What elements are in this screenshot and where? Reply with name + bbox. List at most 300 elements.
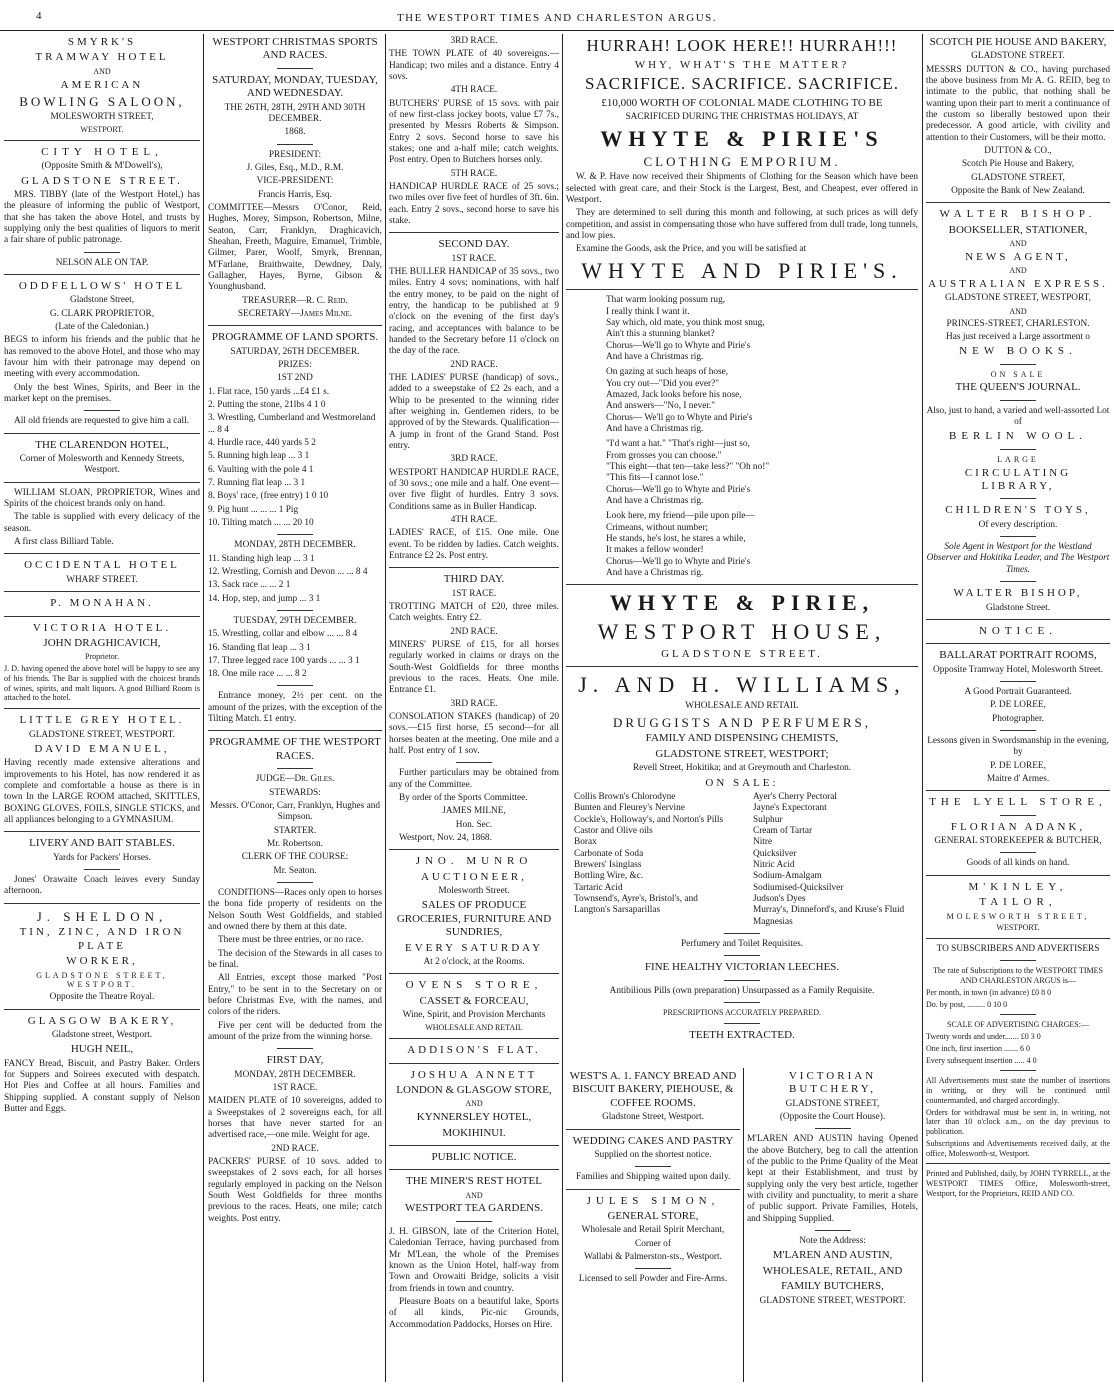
rule [277,610,313,611]
text-line: WORKER, [66,955,138,968]
rule [389,1063,559,1064]
text-line: GLADSTONE STREET. [971,51,1065,62]
rule [277,144,313,145]
rule [724,933,760,934]
text-line: There must be three entries, or no race. [218,935,364,946]
text-line: 1. Flat race, 150 yards ...£4 £1 s. [208,386,330,397]
text-line: Wallabi & Palmerston-sts., Westport. [584,1252,722,1263]
text-line: MOLESWORTH STREET, [50,111,154,122]
text-line: HURRAH! LOOK HERE!! HURRAH!!! [586,36,898,55]
text-line: LADIES' RACE, of £15. One mile. One event. To be ridden by ladies. Catch weights. Entrance £2 2s. Post entry. [389,528,559,561]
text-line: Revell Street, Hokitika; and at Greymouth and Charleston. [632,763,852,774]
text-line: MRS. TIBBY (late of the Westport Hotel,) has the pleasure of informing the public of Westport, that she has taken the above Hotel, and trusts by supplying only the best qualities of liquors to merit a fair share of public patronage. [4,190,200,246]
text-line: GLADSTONE STREET, WESTPORT; [655,747,829,760]
rule [389,973,559,974]
text-line: GLADSTONE STREET, [971,172,1065,183]
rule [1000,400,1036,401]
text-line: MONDAY, 28TH DECEMBER. [234,540,356,551]
text-line: The decision of the Stewards in all cases to be final. [208,948,382,970]
text-line: W. & P. Have now received their Shipments of Clothing for the Season which have been selected with great care, and their Stock is the Largest, Best, and Cheapest, ever offered in Westport. [566,172,918,205]
verse: "I'd want a hat." "That's right—just so, From grosses you can choose." "This eight—that ten—take less?" "Oh no!" "This fits—I cannot lose." Chorus—We'll go to Whyte and Pirie's And have a Christmas rig. [606,439,770,506]
text-line: GLADSTONE STREET, WESTPORT. [759,1295,906,1306]
text-line: MONDAY, 28TH DECEMBER. [234,1069,356,1080]
text-line: SECRETARY—James Milne. [237,308,353,319]
text-line: All Advertisements must state the number of insertions in writing, or they will be continued until countermanded, and charged accordingly. [926,1076,1110,1105]
text-line: Mr. Robertson. [266,838,324,849]
column-4-butchery [747,1068,918,1382]
rule [566,1129,740,1130]
text-line: THE BULLER HANDICAP of 35 sovs., two miles. Entry 4 sovs; nominations, with half the entry money, to be paid on the night of entry, the handicap to be published at 9 o'clock on the evening of the first day's racing, and acceptances with balance to be handed to the Secretary before 11 o'clock on the day of the race. [389,266,559,357]
text-line: WHY, WHAT'S THE MATTER? [634,58,850,71]
text-line: 3. Wrestling, Cumberland and Westmoreland ... 8 4 [208,413,376,435]
text-line: CASSET & FORCEAU, [419,994,529,1007]
text-line: M'LAREN AND AUSTIN having Opened the above Butchery, beg to call the attention of the public to the Prime Quality of the Meat kept at their Establishment, and trust by supplying only the very best article, together with civility and punctuality, to merit a share of public support. Private Families, Hotels, and Shipping Supplied. [747,1134,918,1224]
rule [277,534,313,535]
text-line: 7. Running flat leap ... 3 1 [208,477,306,488]
text-line: VICE-PRESIDENT: [256,176,334,187]
text-line: M'KINLEY, [968,880,1068,893]
text-line: BUTCHERS' PURSE of 15 sovs. with pair of new first-class jockey boots, value £7 7s., presented by Messrs Roberts & Simpson. Entry 2 sovs. Second horse to save his stakes; one and a-half mile; catch weights. Post entry. Open to Butchers horses only. [389,98,559,166]
rule [724,955,760,956]
text-line: Of every description. [978,519,1058,530]
text-line: TIN, ZINC, AND IRON PLATE [19,926,185,952]
text-line: 14. Hop, step, and jump ... 3 1 [208,593,321,604]
text-line: WILLIAM SLOAN, PROPRIETOR, Wines and Spirits of the choicest brands only on hand. [4,487,200,510]
text-line: Lessons given in Swordsmanship in the evening, by [927,735,1109,758]
text-line: FLORIAN ADANK, [950,820,1086,833]
rule [926,790,1110,791]
text-line: Having recently made extensive alterations and improvements to his Hotel, has now rendered it as complete and comfortable a house as there is in town In the LARGE ROOM attached, SKITTLES, BOXING GLOVES, FOILS, SINGLE STICKS, and all appliances belonging to a GYMNASIUM. [4,758,200,825]
text-line: CLERK OF THE COURSE: [241,852,349,863]
text-line: 1ST RACE. [272,1082,318,1093]
text-line: SMYRK'S [67,36,137,48]
rule [1000,449,1036,450]
text-line: FAMILY AND DISPENSING CHEMISTS, [645,732,839,745]
text-line: Five per cent will be deducted from the amount of the prize from the winning horse. [208,1020,382,1042]
rule [208,325,382,326]
text-line: 5. Running high leap ... 3 1 [208,451,310,462]
column-1 [4,34,200,1382]
text-line: LIVERY AND BAIT STABLES. [29,837,175,850]
text-line: COMMITTEE—Messrs O'Conor, Reid, Hughes, Morey, Simpson, Robertson, Milne, Seaton, Carr, Franklyn, Draghicavich, Sheahan, Freeth, Maguire, Emanuel, Trimble, Gilmer, Parer, Woolf, Smyrk, Brennan, M'Farlane, Braithwaite, Dewdney, Daly, Gallagher, Hayes, Byrne, Gibson & Younghusband. [208,202,382,293]
text-line: WHYTE & PIRIE, [609,590,875,616]
text-line: HANDICAP HURDLE RACE of 25 sovs.; two miles over five feet of hurdles of 3ft. 6in. each. Entry 2 sovs., second horse to save his stake. [389,181,559,226]
text-line: Also, just to hand, a varied and well-assorted Lot of [926,405,1110,428]
text-line: Hon. Sec. [455,819,493,830]
text-line: Supplied on the shortest notice. [594,1149,712,1160]
text-line: 16. Standing flat leap ... 3 1 [208,642,311,653]
text-line: GENERAL STORE, [607,1210,699,1223]
text-line: 3RD RACE. [450,36,498,46]
text-line: Further particulars may be obtained from any of the Committee. [389,768,559,790]
column-2 [208,34,382,1382]
text-line: WHOLESALE AND RETAIL [685,701,799,712]
rule [456,762,492,763]
text-line: The rate of Subscriptions to the WESTPORT TIMES AND CHARLESTON ARGUS is— [933,966,1103,986]
text-line: 8. Boys' race, (free entry) 1 0 10 [208,491,329,502]
text-line: Only the best Wines, Spirits, and Beer in the market kept on the premises. [4,382,200,405]
text-line: HUGH NEIL, [70,1043,134,1056]
text-line: Licensed to sell Powder and Fire-Arms. [578,1274,728,1285]
rule [208,730,382,731]
text-line: WESTPORT TEA GARDENS. [405,1202,543,1215]
text-line: ODDFELLOWS' HOTEL [18,280,186,293]
text-line: 3RD RACE. [450,698,498,709]
text-line: 4. Hurdle race, 440 yards 5 2 [208,437,316,448]
rule [389,849,559,850]
text-line: Yards for Packers' Horses. [53,852,151,863]
text-line: M'LAREN AND AUSTIN, [772,1249,893,1262]
text-line: Twenty words and under....... £0 3 0 [926,1032,1041,1042]
text-line: 15. Wrestling, collar and elbow ... ... 8 4 [208,629,358,640]
text-line: All old friends are requested to give him a call. [14,416,190,427]
text-line: TRAMWAY HOTEL [35,51,169,64]
text-line: KYNNERSLEY HOTEL, [416,1111,532,1124]
text-line: Gladstone street, Westport. [51,1029,153,1040]
text-line: CITY HOTEL, [41,145,163,158]
rule [926,1163,1110,1164]
text-line: WESTPORT CHRISTMAS SPORTS AND RACES. [212,36,378,62]
text-line: Subscriptions and Advertisements received daily, at the office, Molesworth-st, Westport. [926,1138,1110,1158]
rule [277,882,313,883]
text-line: All Entries, except those marked "Post Entry," to be sent in to the Secretary on or before Christmas Eve, with the names, and colors of the riders. [208,973,382,1018]
text-line: ON SALE: [705,776,779,789]
text-line: CHILDREN'S TOYS, [945,504,1091,517]
text-line: Printed and Published, daily, by JOHN TYRRELL, at the WESTPORT TIMES Office, Molesworth-street, Westport, for the Proprietors, REID AND CO. [926,1169,1110,1198]
rule [456,1221,492,1222]
text-line: THE 26TH, 28TH, 29TH AND 30TH DECEMBER. [224,102,366,124]
rule [4,433,200,434]
text-line: THE MINER'S REST HOTEL [406,1175,542,1188]
rule [389,567,559,568]
text-line: SACRIFICE. SACRIFICE. SACRIFICE. [585,74,899,94]
rule [389,1145,559,1146]
text-line: 1ST 2ND [277,373,313,384]
text-line: Mr. Seaton. [273,865,317,876]
text-line: DUTTON & CO., [984,146,1052,157]
text-line: LARGE [997,454,1039,464]
on-sale-list-right: Ayer's Cherry Pectoral Jayne's Expectorant Sulphur Cream of Tartar Nitre Quicksilver Nitric Acid Sodium-Amalgam Sodiumised-Quicksilver Judson's Dyes Murray's, Dinneford's, and Kruse's Fluid Magnesias [753,791,905,927]
rule [4,482,200,483]
text-line: Opposite the Bank of New Zealand. [951,186,1085,197]
rule [1000,681,1036,682]
text-line: THIRD DAY. [443,573,505,586]
rule [724,980,760,981]
text-line: Per month, in town (in advance) £0 8 0 [926,987,1052,997]
masthead [0,0,1114,31]
text-line: PROGRAMME OF LAND SPORTS. [211,331,379,344]
text-line: FINE HEALTHY VICTORIAN LEECHES. [644,961,840,974]
text-line: THE LYELL STORE, [929,796,1107,809]
text-line: 2ND RACE. [450,626,498,637]
text-line: A first class Billiard Table. [14,537,114,548]
rule [4,1009,200,1010]
text-line: BALLARAT PORTRAIT ROOMS, [939,649,1097,662]
rule [635,1166,671,1167]
text-line: Every subsequent insertion ..... 4 0 [926,1055,1037,1065]
rule [84,410,120,411]
text-line: PACKERS' PURSE of 10 sovs. added to sweepstakes of 2 sovs each, for all horses regularly employed in packing on the Nelson South West Goldfields for three months previous to the races. Heats, one mile; catch weights. Post entry. [208,1156,382,1224]
rule [4,708,200,709]
text-line: WALTER BISHOP. [939,208,1097,221]
rule [926,875,1110,876]
text-line: JOHN DRAGHICAVICH, [43,636,161,649]
text-line: ON SALE [990,369,1046,379]
rule [724,1023,760,1024]
text-line: WESTPORT HOUSE, [597,619,887,645]
text-line: PRINCES-STREET, CHARLESTON. [946,318,1090,329]
rule [389,1169,559,1170]
column-3 [389,34,559,1382]
text-line: NOTICE. [978,624,1058,637]
text-line: 2ND RACE. [450,359,498,370]
text-line: WEDDING CAKES AND PASTRY [572,1134,734,1147]
rule [926,202,1110,203]
text-line: WEST'S A. 1. FANCY BREAD AND BISCUIT BAKERY, PIEHOUSE, & COFFEE ROOMS. [569,1070,737,1109]
text-line: MAIDEN PLATE of 10 sovereigns, added to a Sweepstakes of 2 sovereigns each, for all horses that have never started for an advertised race,—one mile. Weight for age. [208,1096,382,1141]
text-line: MOLESWORTH STREET, [946,911,1090,921]
text-line: Opposite the Theatre Royal. [49,992,155,1003]
text-line: Perfumery and Toilet Requisites. [680,938,804,949]
column-4-clothing-druggist [566,34,918,1066]
text-line: Wholesale and Retail Spirit Merchant, [581,1225,725,1236]
text-line: (Opposite the Court House). [779,1112,886,1123]
rule [4,903,200,904]
text-line: J. SHELDON, [36,908,168,924]
rule [277,68,313,69]
text-line: 1ST RACE. [451,588,497,599]
rule [1000,1014,1036,1015]
text-line: BOWLING SALOON, [19,93,185,109]
text-line: WHOLESALE AND RETAIL [425,1023,523,1033]
text-line: 6. Vaulting with the pole 4 1 [208,464,314,475]
text-line: Gladstone Street. [985,602,1051,613]
text-line: (Opposite Smith & M'Dowell's), [41,161,163,172]
rule [1000,498,1036,499]
text-line: AND [465,1190,483,1200]
text-line: TAILOR, [979,896,1057,909]
text-line: (Late of the Caledonian.) [55,322,149,333]
text-line: GENERAL STOREKEEPER & BUTCHER, [934,836,1102,847]
text-line: The table is supplied with every delicacy of the season. [4,512,200,534]
text-line: P. DE LOREE, [990,700,1046,711]
page-mark: 4 [36,10,42,22]
text-line: TO SUBSCRIBERS AND ADVERTISERS [936,944,1100,955]
text-line: PRESCRIPTIONS ACCURATELY PREPARED. [663,1007,821,1017]
text-line: TREASURER—R. C. Reid. [242,295,348,306]
text-line: Photographer. [992,713,1044,724]
text-line: WHARF STREET. [66,574,138,585]
text-line: Francis Harris, Esq. [258,189,332,200]
text-line: Pleasure Boats on a beautiful lake, Sports of all kinds, Pic-nic Grounds, Accommodation Paddocks, Horses on Hire. [389,1296,559,1330]
rule [4,831,200,832]
rule [389,1038,559,1039]
rule [1000,581,1036,582]
text-line: BOOKSELLER, STATIONER, [948,223,1088,236]
text-line: P. DE LOREE, [990,760,1046,771]
rule [4,274,200,275]
text-line: SECOND DAY. [438,238,510,251]
text-line: PRESIDENT: [268,149,322,160]
text-line: AMERICAN [60,78,144,91]
text-line: OCCIDENTAL HOTEL [24,559,180,572]
text-line: JAMES MILNE, [442,806,506,817]
column-5 [926,34,1110,1382]
text-line: J. AND H. WILLIAMS, [578,672,906,698]
rule [1000,852,1036,853]
rule [277,768,313,769]
rule [566,289,918,290]
text-line: LITTLE GREY HOTEL. [19,714,185,727]
rule [1000,960,1036,961]
text-line: MESSRS DUTTON & CO., having purchased the above business from Mr A. G. REID, beg to intimate to the public, that nothing shall be wanting upon their part to merit a continuance of the custom so liberally bestowed upon their predecessor. A good article, with civility and attention to their Customers, will be their motto. [926,64,1110,143]
rule [566,666,918,667]
text-line: Maitre d' Armes. [986,773,1050,784]
text-line: WESTPORT HANDICAP HURDLE RACE, of 30 sovs.; one mile and a half. One event—over five flight of hurdles. Entry 3 sovs. Conditions same as in Buller Handicap. [389,467,559,512]
text-line: AND [1009,239,1027,249]
text-line: SALES OF PRODUCE GROCERIES, FURNITURE AND SUNDRIES, [396,899,552,939]
rule [84,252,120,253]
text-line: SATURDAY, 26TH DECEMBER. [230,346,360,357]
rule [84,869,120,870]
rule [4,591,200,592]
text-line: SACRIFICED DURING THE CHRISTMAS HOLIDAYS, AT [625,112,859,123]
text-line: Orders for withdrawal must be sent in, in writing, not later than 10 o'clock a.m., on the day previous to publication. [926,1107,1110,1137]
text-line: TROTTING MATCH of £20, three miles. Catch weights. Entry £2. [389,601,559,624]
text-line: P. MONAHAN. [50,597,154,610]
text-line: NEW BOOKS. [959,345,1077,358]
rule [389,232,559,233]
text-line: WHOLESALE, RETAIL, AND [762,1264,903,1277]
text-line: GLADSTONE STREET, [785,1098,880,1109]
text-line: FIRST DAY, [266,1054,324,1067]
text-line: J. H. GIBSON, late of the Criterion Hotel, Caledonian Terrace, having purchased from Mr M'Lean, the whole of the Premises known as the Union Hotel, half-way from Town and Orowaiti Bridge, solicits a visit from friends in town and country. [389,1226,559,1294]
rule [566,1189,740,1190]
text-line: £10,000 WORTH OF COLONIAL MADE CLOTHING TO BE [601,96,883,109]
text-line: CIRCULATING LIBRARY, [964,466,1072,492]
text-line: Molesworth Street. [438,885,510,896]
verse: Look here, my friend—pile upon pile— Crimeans, without number; He stands, he's lost, he stares a while, It makes a fellow wonder! Chorus—We'll go to Whyte and Pirie's And have a Christmas rig. [606,511,755,578]
newspaper-title: THE WESTPORT TIMES AND CHARLESTON ARGUS. [396,12,718,24]
text-line: THE QUEEN'S JOURNAL. [955,381,1081,394]
text-line: THE CLARENDON HOTEL, [35,438,169,451]
text-line: PUBLIC NOTICE. [431,1150,517,1163]
text-line: PRIZES: [278,359,312,370]
text-line: At 2 o'clock, at the Rooms. [423,956,525,967]
text-line: Jones' Orawaite Coach leaves every Sunday afternoon. [4,874,200,897]
rule [926,643,1110,644]
text-line: AND [465,1099,483,1109]
text-line: TUESDAY, 29TH DECEMBER. [233,615,357,626]
text-line: 10. Tilting match ... ... 20 10 [208,517,314,528]
text-line: Proprietor. [85,652,119,662]
text-line: JNO. MUNRO [415,855,533,868]
verse: That warm looking possum rug, I really think I want it. Say which, old mate, you think most snug, Ain't this a stunning blanket? Chorus—We'll go to Whyte and Pirie's And have a Christmas rig. [606,295,765,363]
text-line: Families and Shipping waited upon daily. [576,1172,731,1183]
text-line: SCOTCH PIE HOUSE AND BAKERY, [929,36,1107,48]
text-line: 4TH RACE. [450,85,498,96]
text-line: WALTER BISHOP, [953,587,1083,600]
text-line: EVERY SATURDAY [404,941,544,954]
text-line: AND [1009,306,1027,316]
text-line: NEWS AGENT, [965,250,1071,263]
verse: On gazing at such heaps of hose, You cry out—"Did you ever?" Amazed, Jack looks before his nose, And answers—"No, I never." Chorus— We'll go to Whyte and Pirie's And have a Christmas rig. [606,367,753,435]
text-line: NELSON ALE ON TAP. [55,257,149,268]
text-line: WESTPORT. [80,125,124,135]
rule [277,685,313,686]
text-line: 11. Standing high leap ... 3 1 [208,553,315,564]
text-line: STEWARDS: [269,787,321,798]
text-line: 5TH RACE. [450,168,498,179]
text-line: 12. Wrestling, Cornish and Devon ... ... 8 4 [208,566,368,577]
text-line: BERLIN WOOL. [948,430,1087,443]
text-line: CONSOLATION STAKES (handicap) of 20 sovs.—£15 first horse, £5 second—for all horses beaten at the meeting. One mile and a half. Post entry of 1 sov. [389,711,559,756]
text-line: Corner of [635,1238,671,1249]
rule [635,1268,671,1269]
text-line: DRUGGISTS AND PERFUMERS, [612,714,871,730]
text-line: Wine, Spirit, and Provision Merchants [402,1010,546,1021]
rule [1000,364,1036,365]
text-line: GLADSTONE STREET, WESTPORT. [36,970,168,990]
text-line: Entrance money, 2½ per cent. on the amount of the prizes, with the exception of the Tilting Match. £1 entry. [208,691,382,725]
rule [1000,536,1036,537]
text-line: MOKIHINUI. [442,1126,506,1139]
rule [1000,730,1036,731]
rule [4,553,200,554]
rule [815,1128,851,1129]
rule [1000,1070,1036,1071]
text-line: They are determined to sell during this month and following, at such prices as will defy competition, and assist in compensating those who have suffered from dull trade, long tunnels, and low pies. [566,208,918,241]
on-sale-list-left: Collis Brown's Chlorodyne Bunten and Fleurey's Nervine Cockle's, Holloway's, and Norton's Pills Castor and Olive oils Borax Carbonate of Soda Brewers' Isinglass Bottling Wire, &c. Tartaric Acid Townsend's, Ayre's, Bristol's, and Langton's Sarsaparillas [574,791,724,916]
rule [926,619,1110,620]
text-line: Has just received a Large assortment o [946,331,1090,342]
text-line: DAVID EMANUEL, [34,742,170,755]
text-line: Goods of all kinds on hand. [966,858,1070,869]
text-line: JUDGE—Dr. Giles. [255,774,335,785]
text-line: Opposite Tramway Hotel, Molesworth Street. [933,664,1103,675]
text-line: BEGS to inform his friends and the public that he has removed to the above Hotel, and those who may favour him with their patronage may depend on meeting with every accommodation. [4,335,200,380]
text-line: Gladstone Street, Westport. [602,1112,704,1123]
column-4-bakery-store [566,1068,740,1382]
rule [815,1230,851,1231]
text-line: GLADSTONE STREET. [661,647,823,660]
rule [4,616,200,617]
text-line: Note the Address: [799,1236,866,1247]
text-line: SCALE OF ADVERTISING CHARGES:— [947,1020,1089,1030]
text-line: By order of the Sports Committee. [399,792,528,803]
text-line: 1868. [284,127,306,138]
text-line: 17. Three legged race 100 yards ... ... 3 1 [208,655,360,666]
text-line: WHYTE & PIRIE'S [600,125,884,151]
text-line: 2. Putting the stone, 21lbs 4 1 0 [208,399,326,410]
text-line: 2ND RACE. [271,1143,319,1154]
text-line: AND [93,66,111,76]
rule [566,584,918,585]
text-line: 4TH RACE. [450,514,498,525]
text-line: Messrs. O'Conor, Carr, Franklyn, Hughes and Simpson. [209,800,381,823]
text-line: CONDITIONS—Races only open to horses the bona fide property of residents on the Nelson South West Goldfields, and stabled and owned there by them at this date. [208,887,382,932]
text-line: Antibilious Pills (own preparation) Unsurpassed as a Family Requisite. [609,985,875,996]
text-line: FANCY Bread, Biscuit, and Pastry Baker. Orders for Suppers and Soirees executed with despatch. Hot Pies and Coffee at all hours. Families and Shipping supplied. A constant supply of Nelson Butter and Eggs. [4,1058,200,1114]
text-line: AUSTRALIAN EXPRESS. [928,278,1108,291]
text-line: Gladstone Street, [69,295,135,306]
rule [277,1048,313,1049]
text-line: JOSHUA ANNETT [410,1068,538,1081]
text-line: CLOTHING EMPORIUM. [643,154,841,170]
text-line: Corner of Molesworth and Kennedy Streets, Westport. [19,454,185,476]
text-line: 18. One mile race ... ... 8 2 [208,669,307,680]
text-line: PROGRAMME OF THE WESTPORT RACES. [209,736,381,762]
